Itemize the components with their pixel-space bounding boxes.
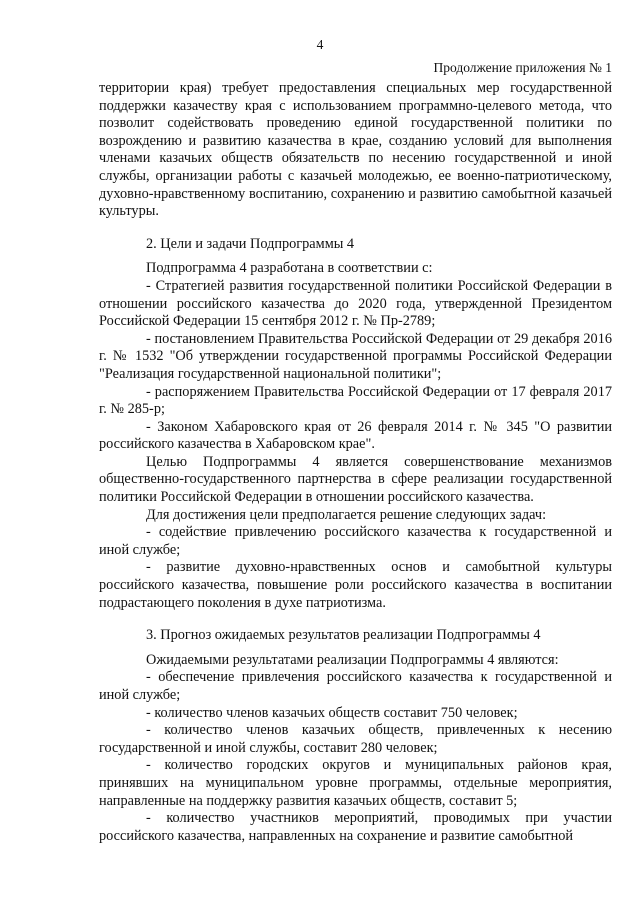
paragraph: Подпрограмма 4 разработана в соответствии с: — [146, 260, 433, 277]
list-item: - количество членов казачьих обществ составит 750 человек; — [146, 704, 518, 721]
list-item: - содействие привлечению российского казачества к государственной и иной службе; — [99, 524, 612, 558]
list-item: - Стратегией развития государственной политики Российской Федерации в отношении российского казачества до 2020 года, утвержденной Президентом Российской Федерации 15 сентября 2012 г. № Пр-2789; — [99, 277, 612, 330]
list-item: - количество участников мероприятий, проводимых при участии российского казачества, направленных на сохранение и развитие самобытной — [99, 810, 612, 844]
section-heading: 3. Прогноз ожидаемых результатов реализации Подпрограммы 4 — [146, 627, 541, 644]
paragraph: Целью Подпрограммы 4 является совершенствование механизмов общественно-государственного партнерства в сфере реализации государственной политики Российской Федерации в отношении российского казачества. — [99, 453, 612, 506]
paragraph: Ожидаемыми результатами реализации Подпрограммы 4 являются: — [146, 651, 559, 668]
list-item: - количество членов казачьих обществ, привлеченных к несению государственной и иной службы, составит 280 человек; — [99, 722, 612, 756]
list-item: - развитие духовно-нравственных основ и самобытной культуры российского казачества, повышение роли российского казачества в воспитании подрастающего поколения в духе патриотизма. — [99, 559, 612, 611]
list-item: - распоряжением Правительства Российской Федерации от 17 февраля 2017 г. № 285-р; — [99, 383, 612, 418]
document-body — [99, 80, 612, 845]
list-item: - постановлением Правительства Российской Федерации от 29 декабря 2016 г. № 1532 "Об утверждении государственной программы Российской Федерации "Реализация государственной национальной политики"; — [99, 330, 612, 382]
list-item: - Законом Хабаровского края от 26 февраля 2014 г. № 345 "О развитии российского казачества в Хабаровском крае". — [99, 418, 612, 453]
paragraph: Для достижения цели предполагается решение следующих задач: — [146, 506, 547, 523]
list-item: - обеспечение привлечения российского казачества к государственной и иной службе; — [99, 669, 612, 703]
continuation-label: Продолжение приложения № 1 — [433, 60, 612, 75]
page-number: 4 — [316, 37, 324, 52]
paragraph: территории края) требует предоставления специальных мер государственной поддержки казачеству края с использованием программно-целевого метода, что позволит содействовать проведению единой государственной политики по возрождению и развитию казачества в крае, созданию условий для выполнения членами казачьих обществ обязательств по несению государственной и иной службы, организации работы с казачьей молодежью, ее военно-патриотическому, духовно-нравственному воспитанию, сохранению и развитию самобытной казачьей культуры. — [99, 80, 612, 220]
section-heading: 2. Цели и задачи Подпрограммы 4 — [146, 235, 355, 252]
list-item: - количество городских округов и муниципальных районов края, принявших на муниципальном уровне программы, отдельные мероприятия, направленные на поддержку развития казачьих обществ, составит 5; — [99, 757, 612, 809]
